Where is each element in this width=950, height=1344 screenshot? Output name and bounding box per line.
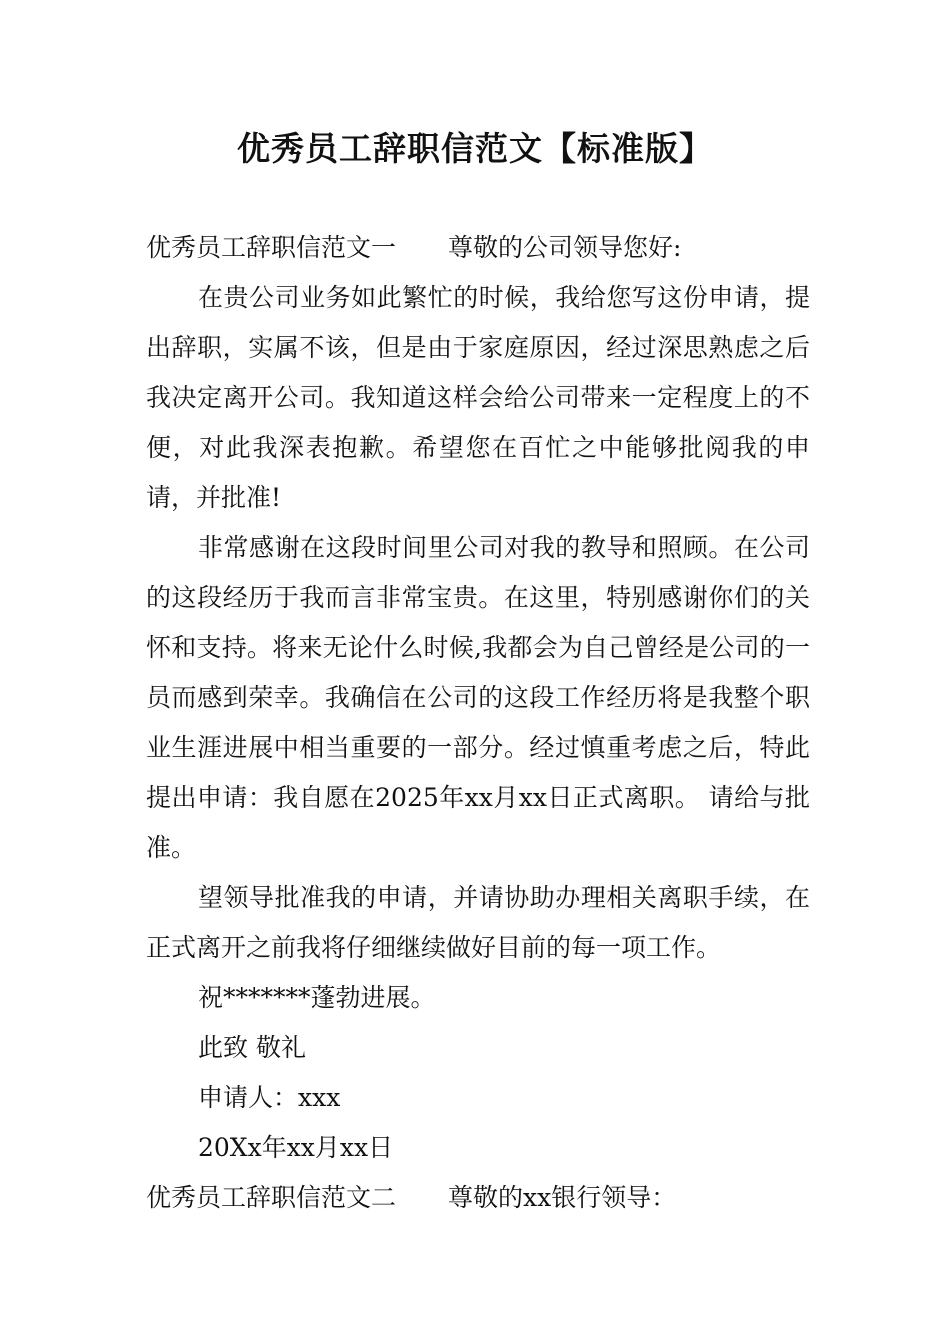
letter-one-salutation: 尊敬的公司领导您好:	[448, 233, 682, 262]
document-title: 优秀员工辞职信范文【标准版】	[237, 129, 713, 168]
letter-one-applicant: 申请人：xxx	[198, 1083, 341, 1112]
document-body	[146, 223, 810, 1223]
letter-one-salute: 此致 敬礼	[198, 1033, 306, 1062]
letter-one-heading-line	[146, 223, 810, 273]
letter-one-closing-wish: 祝*******蓬勃进展。	[198, 983, 436, 1012]
letter-two-heading-line	[146, 1173, 810, 1223]
letter-one-paragraph-1: 在贵公司业务如此繁忙的时候，我给您写这份申请，提出辞职，实属不该，但是由于家庭原因，经过深思熟虑之后我决定离开公司。我知道这样会给公司带来一定程度上的不便，对此我深表抱歉。希望您在百忙之中能够批阅我的申请，并批准!	[146, 283, 810, 512]
letter-one-date: 20Xx年xx月xx日	[198, 1133, 394, 1162]
letter-one-paragraph-2: 非常感谢在这段时间里公司对我的教导和照顾。在公司的这段经历于我而言非常宝贵。在这里，特别感谢你们的关怀和支持。将来无论什么时候,我都会为自己曾经是公司的一员而感到荣幸。我确信在公司的这段工作经历将是我整个职业生涯进展中相当重要的一部分。经过慎重考虑之后，特此提出申请：我自愿在2025年xx月xx日正式离职。 请给与批准。	[146, 533, 810, 862]
letter-one-paragraph-3: 望领导批准我的申请，并请协助办理相关离职手续，在正式离开之前我将仔细继续做好目前的每一项工作。	[146, 883, 810, 962]
letter-one-heading: 优秀员工辞职信范文一	[146, 233, 397, 262]
letter-two-salutation: 尊敬的xx银行领导：	[448, 1183, 677, 1212]
letter-two-heading: 优秀员工辞职信范文二	[146, 1183, 397, 1212]
